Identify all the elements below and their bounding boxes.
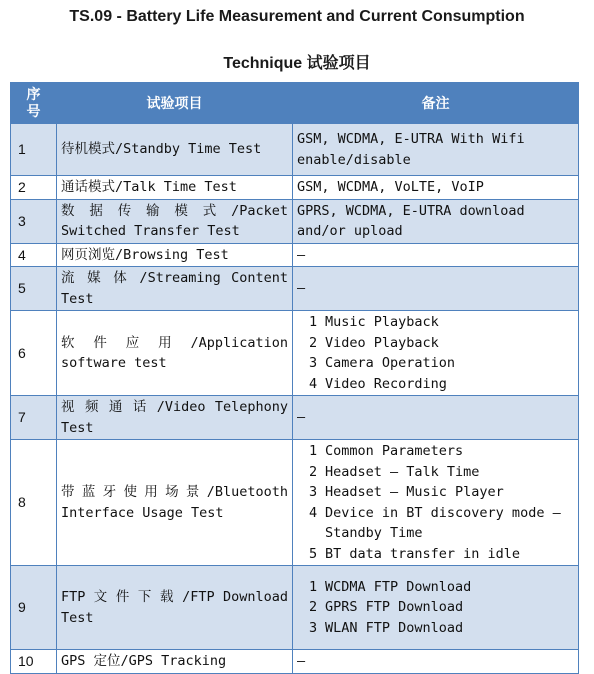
table-row [11,311,579,396]
list-item-text: Headset – Music Player [325,484,504,500]
table-row [11,267,579,311]
list-item-text: WLAN FTP Download [325,619,464,636]
list-item-number: 1 [309,578,318,595]
remark-list [297,577,574,639]
row-number: 7 [11,396,57,440]
row-number: 9 [11,566,57,650]
test-item-remark [293,566,579,650]
test-item-name: 通话模式/Talk Time Test [57,176,293,200]
list-item-number: 4 [309,375,318,392]
remark-list [297,312,574,394]
test-item-remark [293,311,579,396]
test-item-name: GPS 定位/GPS Tracking [57,650,293,674]
list-item-number: 1 [309,314,318,330]
row-number: 4 [11,243,57,267]
row-number: 3 [11,199,57,243]
table-header-row [11,83,579,124]
test-item-name: 软 件 应 用 /Application software test [57,311,293,396]
test-item-remark: – [293,650,579,674]
list-item [309,503,574,544]
list-item-text: Camera Operation [325,355,456,371]
list-item [309,312,574,333]
list-item-number: 1 [309,443,318,459]
test-item-name: 数 据 传 输 模 式 /Packet Switched Transfer Test [57,199,293,243]
list-item [309,374,574,395]
header-serial-number: 序号 [11,83,57,124]
test-item-name: 带蓝牙使用场景/Bluetooth Interface Usage Test [57,440,293,566]
row-number: 6 [11,311,57,396]
test-items-table [10,82,579,674]
list-item-text: Video Recording [325,375,447,392]
list-item-text: Device in BT discovery mode – Standby Time [325,504,561,541]
list-item-text: GPRS FTP Download [325,599,464,616]
list-item [309,441,574,462]
test-item-name: 待机模式/Standby Time Test [57,124,293,176]
test-item-name: 网页浏览/Browsing Test [57,243,293,267]
remark-list [297,441,574,564]
list-item-number: 5 [309,545,318,562]
table-row [11,199,579,243]
test-item-remark [293,440,579,566]
row-number: 1 [11,124,57,176]
list-item-number: 4 [309,504,318,521]
table-row [11,440,579,566]
test-item-name: 流 媒 体 /Streaming Content Test [57,267,293,311]
list-item-number: 3 [309,355,318,371]
list-item [309,462,574,483]
table-row [11,243,579,267]
list-item-number: 2 [309,599,318,616]
list-item [309,544,574,565]
list-item-text: BT data transfer in idle [325,545,521,562]
list-item-number: 2 [309,463,318,480]
list-item-text: WCDMA FTP Download [325,578,472,595]
header-remarks: 备注 [293,83,579,124]
test-item-remark: GSM, WCDMA, VoLTE, VoIP [293,176,579,200]
table-row [11,396,579,440]
test-item-name: FTP 文 件 下 载 /FTP Download Test [57,566,293,650]
list-item [309,597,574,618]
table-row [11,124,579,176]
list-item-text: Headset – Talk Time [325,463,480,480]
document-title: TS.09 - Battery Life Measurement and Current Consumption [69,8,525,25]
list-item-number: 3 [309,484,318,500]
list-item [309,333,574,354]
list-item-number: 2 [309,334,318,351]
list-item [309,618,574,639]
test-item-remark: – [293,267,579,311]
list-item [309,482,574,503]
header-test-item: 试验项目 [57,83,293,124]
test-item-name: 视 频 通 话 /Video Telephony Test [57,396,293,440]
test-item-remark: – [293,243,579,267]
list-item-text: Music Playback [325,314,439,330]
table-row [11,176,579,200]
row-number: 8 [11,440,57,566]
test-item-remark: – [293,396,579,440]
test-item-remark: GSM, WCDMA, E-UTRA With Wifi enable/disable [293,124,579,176]
table-row [11,566,579,650]
document-subtitle: Technique 试验项目 [223,55,371,72]
row-number: 2 [11,176,57,200]
table-row [11,650,579,674]
list-item [309,577,574,598]
list-item-number: 3 [309,619,318,636]
list-item [309,353,574,374]
row-number: 5 [11,267,57,311]
list-item-text: Common Parameters [325,443,464,459]
row-number: 10 [11,650,57,674]
list-item-text: Video Playback [325,334,439,351]
test-item-remark: GPRS, WCDMA, E-UTRA download and/or upload [293,199,579,243]
